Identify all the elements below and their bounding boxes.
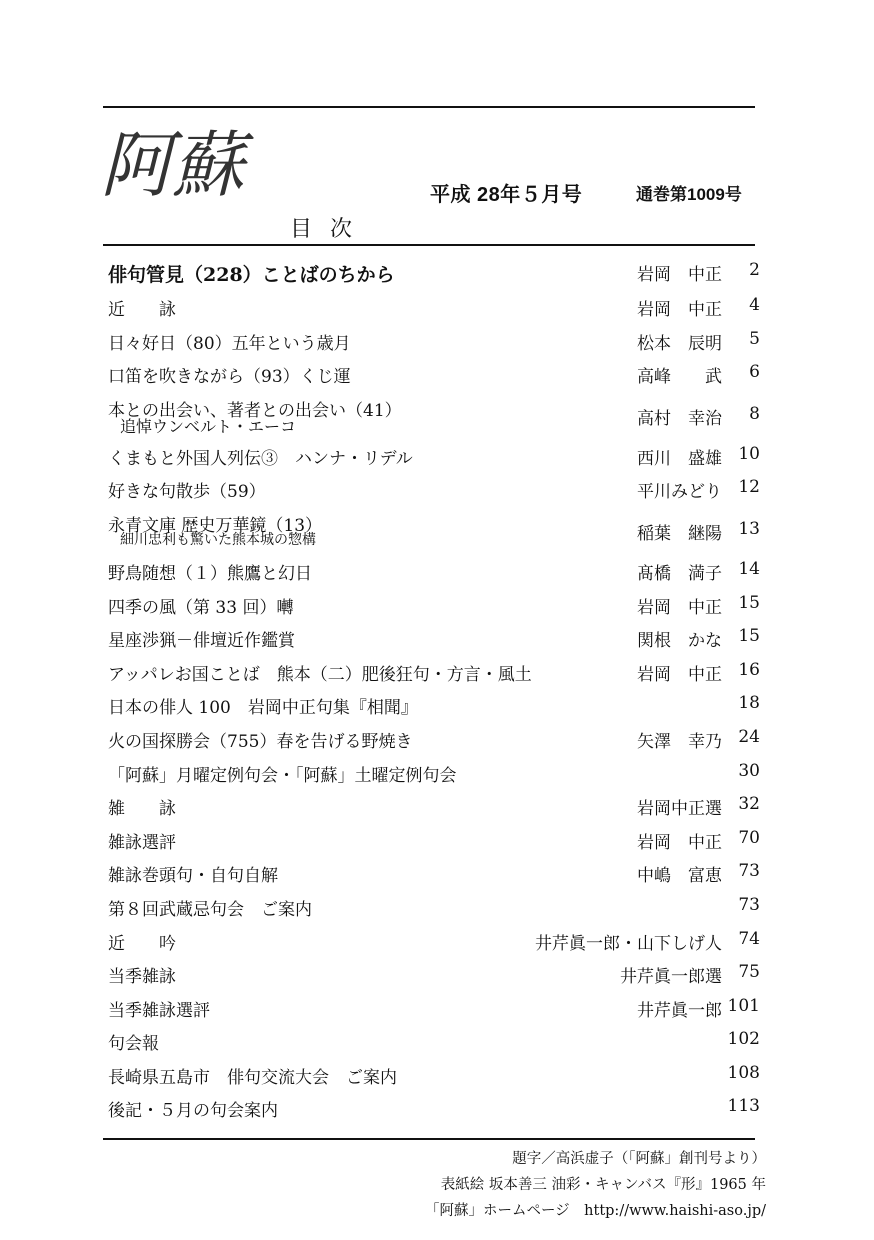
entry-title: 当季雑詠選評 xyxy=(108,1000,210,1021)
toc-entry[interactable] xyxy=(108,1090,760,1124)
top-rule xyxy=(103,106,755,108)
entry-page: 8 xyxy=(749,403,760,424)
entry-title: 好きな句散歩（59） xyxy=(108,482,266,503)
credit-homepage[interactable]: 「阿蘇」ホームページ http://www.haishi-aso.jp/ xyxy=(424,1203,766,1219)
credits xyxy=(425,1146,766,1224)
entry-title: 野鳥随想（１）熊鷹と幻日 xyxy=(108,563,312,584)
toc-entry[interactable] xyxy=(108,990,760,1024)
toc-entry[interactable] xyxy=(108,254,760,289)
entry-author: 矢澤 幸乃 xyxy=(637,731,722,752)
credit-calligraphy: 題字／高浜虚子（「阿蘇」創刊号より） xyxy=(512,1151,766,1167)
entry-page: 70 xyxy=(738,827,760,848)
toc-title: 目次 xyxy=(290,217,371,242)
entry-page: 30 xyxy=(738,760,760,781)
toc-entry[interactable] xyxy=(108,620,760,654)
entry-author: 中嶋 富恵 xyxy=(637,866,722,887)
volume-number: 通巻第1009号 xyxy=(636,185,742,204)
entry-title: 日本の俳人 100 岩岡中正句集『相聞』 xyxy=(108,698,418,719)
toc-entry[interactable] xyxy=(108,721,760,755)
entry-title: 雑 詠 xyxy=(108,799,176,820)
toc-entry[interactable] xyxy=(108,323,760,357)
issue-date: 平成 28年５月号 xyxy=(430,184,583,206)
entry-page: 15 xyxy=(738,592,760,613)
entry-title: 本との出会い、著者との出会い（41） xyxy=(108,400,402,421)
entry-title: 句会報 xyxy=(108,1034,159,1055)
toc-entry[interactable] xyxy=(108,654,760,688)
entry-title: アッパレお国ことば 熊本（二）肥後狂句・方言・風土 xyxy=(108,664,532,685)
entry-author: 岩岡 中正 xyxy=(637,664,722,685)
entry-title: 雑詠選評 xyxy=(108,832,176,853)
toc-entry[interactable] xyxy=(108,855,760,889)
toc-list xyxy=(108,254,760,1124)
entry-author: 平川みどり xyxy=(637,482,722,503)
entry-page: 74 xyxy=(738,928,760,949)
toc-entry[interactable] xyxy=(108,1023,760,1057)
entry-author: 西川 盛雄 xyxy=(637,448,722,469)
entry-subtitle: 細川忠利も驚いた熊本城の惣構 xyxy=(120,531,316,548)
aso-logo xyxy=(100,118,290,214)
toc-entry[interactable] xyxy=(108,390,760,438)
credit-cover: 表紙絵 坂本善三 油彩・キャンバス『形』1965 年 xyxy=(440,1177,766,1193)
toc-entry[interactable] xyxy=(108,822,760,856)
footer-rule xyxy=(103,1138,755,1140)
entry-page: 4 xyxy=(749,295,760,315)
toc-entry[interactable] xyxy=(108,356,760,390)
toc-entry[interactable] xyxy=(108,1057,760,1091)
toc-entry[interactable] xyxy=(108,956,760,990)
entry-page: 16 xyxy=(738,659,760,680)
entry-subtitle: 追悼ウンベルト・エーコ xyxy=(120,416,297,436)
entry-title: くまもと外国人列伝③ ハンナ・リデル xyxy=(108,448,413,469)
entry-author: 岩岡 中正 xyxy=(637,832,722,853)
entry-title: 火の国探勝会（755）春を告げる野焼き xyxy=(108,731,413,752)
entry-page: 102 xyxy=(727,1029,760,1050)
entry-page: 113 xyxy=(727,1096,760,1117)
entry-page: 10 xyxy=(738,443,760,464)
toc-entry[interactable] xyxy=(108,755,760,789)
entry-title: 俳句管見（228）ことばのちから xyxy=(108,264,395,286)
entry-page: 2 xyxy=(749,260,760,280)
toc-entry[interactable] xyxy=(108,471,760,505)
entry-title: 近 吟 xyxy=(108,933,176,954)
header-rule xyxy=(103,244,755,246)
entry-title: 雑詠巻頭句・自句自解 xyxy=(108,866,278,887)
entry-author: 井芹眞一郎選 xyxy=(620,967,722,988)
entry-title: 後記・５月の句会案内 xyxy=(108,1101,278,1122)
entry-title: 長崎県五島市 俳句交流大会 ご案内 xyxy=(108,1067,397,1088)
entry-page: 6 xyxy=(749,362,760,383)
entry-page: 13 xyxy=(738,518,760,539)
entry-author: 井芹眞一郎 xyxy=(637,1000,722,1021)
toc-entry[interactable] xyxy=(108,289,760,323)
entry-page: 32 xyxy=(738,794,760,815)
entry-page: 75 xyxy=(738,962,760,983)
toc-entry[interactable] xyxy=(108,553,760,587)
entry-page: 73 xyxy=(738,894,760,915)
entry-author: 岩岡 中正 xyxy=(637,265,722,285)
entry-author: 井芹眞一郎・山下しげ人 xyxy=(535,933,722,954)
logo-text: 阿蘇 xyxy=(100,123,245,207)
entry-author: 稲葉 継陽 xyxy=(637,523,722,544)
toc-entry[interactable] xyxy=(108,687,760,721)
entry-page: 5 xyxy=(749,328,760,349)
entry-title: 永青文庫 歴史万華鏡（13） xyxy=(108,515,323,536)
entry-title: 四季の風（第 33 回）囀 xyxy=(108,597,294,618)
entry-author: 岩岡 中正 xyxy=(637,597,722,618)
entry-page: 73 xyxy=(738,861,760,882)
entry-author: 高峰 武 xyxy=(637,367,722,388)
entry-title: 「阿蘇」月曜定例句会・「阿蘇」土曜定例句会 xyxy=(108,765,457,786)
toc-entry[interactable] xyxy=(108,587,760,621)
entry-title: 近 詠 xyxy=(108,300,176,320)
toc-entry[interactable] xyxy=(108,788,760,822)
entry-title: 第８回武蔵忌句会 ご案内 xyxy=(108,899,312,920)
entry-author: 高村 幸治 xyxy=(637,408,722,429)
entry-author: 髙橋 満子 xyxy=(637,563,722,584)
entry-page: 18 xyxy=(738,693,760,714)
toc-entry[interactable] xyxy=(108,923,760,957)
entry-author: 関根 かな xyxy=(637,631,722,652)
entry-page: 101 xyxy=(727,995,760,1016)
entry-title: 当季雑詠 xyxy=(108,967,176,988)
entry-page: 24 xyxy=(738,726,760,747)
entry-page: 15 xyxy=(738,626,760,647)
toc-entry[interactable] xyxy=(108,889,760,923)
toc-entry[interactable] xyxy=(108,438,760,472)
toc-entry[interactable] xyxy=(108,505,760,553)
entry-title: 日々好日（80）五年という歳月 xyxy=(108,333,351,354)
entry-page: 14 xyxy=(738,558,760,579)
entry-author: 岩岡 中正 xyxy=(637,300,722,320)
entry-author: 岩岡中正選 xyxy=(637,799,722,820)
entry-page: 108 xyxy=(727,1062,760,1083)
entry-page: 12 xyxy=(738,477,760,498)
entry-title: 星座渉猟－俳壇近作鑑賞 xyxy=(108,631,295,652)
entry-title: 口笛を吹きながら（93）くじ運 xyxy=(108,367,351,388)
entry-author: 松本 辰明 xyxy=(637,333,722,354)
